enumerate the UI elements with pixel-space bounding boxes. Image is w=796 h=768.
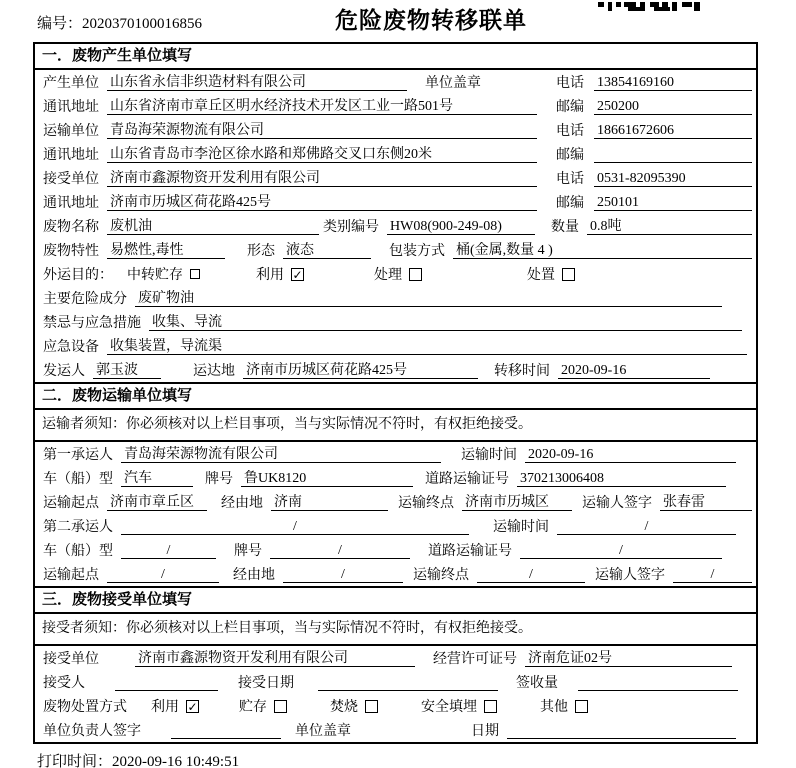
category-code-label: 类别编号 <box>323 220 379 235</box>
second-permit-value: / <box>520 542 722 559</box>
waste-name-label: 废物名称 <box>43 220 99 235</box>
disposal-option-label: 焚烧 <box>330 700 358 715</box>
second-signature-value: / <box>673 566 752 583</box>
first-terminus-value: 济南市历城区 <box>462 494 572 511</box>
hazard-components-label: 主要危险成分 <box>43 292 127 307</box>
first-vehicle-type-value: 汽车 <box>121 470 193 487</box>
qr-code-fragment <box>598 0 700 11</box>
disposal-option-incinerate <box>330 696 378 716</box>
second-carrier-value: / <box>121 518 469 535</box>
disposal-option-label: 利用 <box>151 700 179 715</box>
category-code-value: HW08(900-249-08) <box>387 218 535 235</box>
transporter-unit-row <box>35 118 756 142</box>
disposal-option-utilize <box>151 696 199 716</box>
address-label: 通讯地址 <box>43 148 99 163</box>
via-label: 经由地 <box>233 568 275 583</box>
plate-number-label: 牌号 <box>234 544 262 559</box>
second-carrier-label: 第二承运人 <box>43 520 113 535</box>
first-carrier-time-value: 2020-09-16 <box>525 446 736 463</box>
receiver-unit-label: 接受单位 <box>43 172 99 187</box>
disposal-option-landfill <box>421 696 497 716</box>
accepting-unit-row <box>35 646 756 670</box>
purpose-option-transfer-storage <box>127 264 200 284</box>
quantity-value: 0.8吨 <box>587 218 752 235</box>
first-carrier-row <box>35 442 756 466</box>
print-time-value: 2020-09-16 10:49:51 <box>112 754 240 768</box>
waste-traits-row <box>35 238 756 262</box>
shipper-row <box>35 358 756 382</box>
transporter-phone-value: 18661672606 <box>594 122 752 139</box>
disposal-option-storage <box>239 696 287 716</box>
first-plate-value: 鲁UK8120 <box>241 470 413 487</box>
hazard-components-row <box>35 286 756 310</box>
transporter-address-value: 山东省青岛市李沧区徐水路和郑佛路交叉口东侧20米 <box>107 146 537 163</box>
emergency-measures-label: 禁忌与应急措施 <box>43 316 141 331</box>
second-origin-value: / <box>107 566 219 583</box>
license-number-label: 经营许可证号 <box>433 652 517 667</box>
signed-quantity-label: 签收量 <box>516 676 558 691</box>
destination-label: 运达地 <box>193 364 235 379</box>
disposal-storage-checkbox <box>274 700 287 713</box>
purpose-option-label: 处理 <box>374 268 402 283</box>
second-carrier-row <box>35 514 756 538</box>
zip-label: 邮编 <box>556 148 584 163</box>
quantity-label: 数量 <box>551 220 579 235</box>
vehicle-type-label: 车（船）型 <box>43 544 113 559</box>
packaging-label: 包装方式 <box>389 244 445 259</box>
phone-label: 电话 <box>556 172 584 187</box>
page-title: 危险废物转移联单 <box>335 7 527 33</box>
section1-title: 一．废物产生单位填写 <box>35 44 756 70</box>
disposal-method-row <box>35 694 756 718</box>
first-permit-value: 370213006408 <box>517 470 726 487</box>
transport-time-label: 运输时间 <box>461 448 517 463</box>
producer-address-value: 山东省济南市章丘区明水经济技术开发区工业一路501号 <box>107 98 537 115</box>
first-route-row <box>35 490 756 514</box>
recipient-row <box>35 670 756 694</box>
purpose-option-label: 中转贮存 <box>127 268 183 283</box>
transporter-unit-value: 青岛海荣源物流有限公司 <box>107 122 537 139</box>
via-label: 经由地 <box>221 496 263 511</box>
disposal-other-checkbox <box>575 700 588 713</box>
purpose-option-utilize <box>256 264 304 284</box>
origin-label: 运输起点 <box>43 568 99 583</box>
accepting-unit-value: 济南市鑫源物资开发利用有限公司 <box>135 650 415 667</box>
form-value: 液态 <box>283 242 371 259</box>
receiver-address-value: 济南市历城区荷花路425号 <box>107 194 537 211</box>
producer-unit-row <box>35 70 756 94</box>
second-terminus-value: / <box>477 566 585 583</box>
first-carrier-value: 青岛海荣源物流有限公司 <box>121 446 441 463</box>
second-carrier-time-value: / <box>557 518 736 535</box>
outbound-purpose-label: 外运目的： <box>43 268 113 283</box>
second-via-value: / <box>283 566 403 583</box>
print-time-label: 打印时间： <box>37 754 113 768</box>
serial-number: 2020370100016856 <box>82 16 203 32</box>
disposal-utilize-checkbox: ✓ <box>187 699 198 714</box>
emergency-measures-value: 收集、导流 <box>149 314 742 331</box>
date-label: 日期 <box>471 724 499 739</box>
first-vehicle-row <box>35 466 756 490</box>
outbound-purpose-row <box>35 262 756 286</box>
shipper-value: 郭玉波 <box>93 362 161 379</box>
hazard-components-value: 废矿物油 <box>135 290 722 307</box>
transfer-time-value: 2020-09-16 <box>558 362 710 379</box>
purpose-option-label: 处置 <box>527 268 555 283</box>
section2-title: 二．废物运输单位填写 <box>35 382 756 410</box>
terminus-label: 运输终点 <box>398 496 454 511</box>
transport-time-label: 运输时间 <box>493 520 549 535</box>
transporter-unit-label: 运输单位 <box>43 124 99 139</box>
responsible-signature-value <box>171 722 281 739</box>
first-via-value: 济南 <box>271 494 388 511</box>
receiver-address-row <box>35 190 756 214</box>
origin-label: 运输起点 <box>43 496 99 511</box>
emergency-equipment-label: 应急设备 <box>43 340 99 355</box>
receiver-zip-value: 250101 <box>594 194 752 211</box>
second-vehicle-type-value: / <box>121 542 216 559</box>
second-plate-value: / <box>270 542 410 559</box>
address-label: 通讯地址 <box>43 100 99 115</box>
waste-name-value: 废机油 <box>107 218 319 235</box>
transporter-signature-label: 运输人签字 <box>582 496 652 511</box>
transfer-time-label: 转移时间 <box>494 364 550 379</box>
producer-phone-value: 13854169160 <box>594 74 752 91</box>
receive-date-label: 接受日期 <box>238 676 294 691</box>
disposal-option-other <box>540 696 588 716</box>
disposal-incinerate-checkbox <box>365 700 378 713</box>
serial-label: 编号： <box>37 16 83 32</box>
producer-unit-value: 山东省永信非织造材料有限公司 <box>107 74 407 91</box>
recipient-label: 接受人 <box>43 676 85 691</box>
receiver-unit-value: 济南市鑫源物资开发利用有限公司 <box>107 170 537 187</box>
vehicle-type-label: 车（船）型 <box>43 472 113 487</box>
disposal-landfill-checkbox <box>484 700 497 713</box>
section3-title: 三．废物接受单位填写 <box>35 586 756 614</box>
date-value <box>507 722 736 739</box>
signed-quantity-value <box>578 674 738 691</box>
shipper-label: 发运人 <box>43 364 85 379</box>
recipient-value <box>115 674 218 691</box>
transporter-signature-label: 运输人签字 <box>595 568 665 583</box>
responsible-signature-label: 单位负责人签字 <box>43 724 141 739</box>
receive-date-value <box>318 674 498 691</box>
first-signature-value: 张春雷 <box>660 494 752 511</box>
utilize-checkbox: ✓ <box>292 267 303 282</box>
waste-traits-label: 废物特性 <box>43 244 99 259</box>
transfer-storage-checkbox <box>190 269 200 279</box>
document-header <box>0 0 796 42</box>
address-label: 通讯地址 <box>43 196 99 211</box>
second-route-row <box>35 562 756 586</box>
unit-seal-label: 单位盖章 <box>295 724 351 739</box>
destination-value: 济南市历城区荷花路425号 <box>243 362 478 379</box>
transporter-address-row <box>35 142 756 166</box>
zip-label: 邮编 <box>556 196 584 211</box>
license-number-value: 济南危证02号 <box>525 650 732 667</box>
producer-unit-label: 产生单位 <box>43 76 99 91</box>
form-label: 形态 <box>247 244 275 259</box>
waste-traits-value: 易燃性,毒性 <box>107 242 225 259</box>
manifest-form <box>33 42 758 744</box>
phone-label: 电话 <box>556 76 584 91</box>
second-vehicle-row <box>35 538 756 562</box>
accepting-unit-label: 接受单位 <box>43 652 99 667</box>
first-origin-value: 济南市章丘区 <box>107 494 207 511</box>
disposal-method-label: 废物处置方式 <box>43 700 127 715</box>
plate-number-label: 牌号 <box>205 472 233 487</box>
receiver-unit-row <box>35 166 756 190</box>
transporter-zip-value <box>594 146 752 163</box>
purpose-option-dispose <box>527 264 575 284</box>
purpose-option-treat <box>374 264 422 284</box>
unit-seal-label: 单位盖章 <box>425 76 481 91</box>
road-permit-label: 道路运输证号 <box>428 544 512 559</box>
emergency-measures-row <box>35 310 756 334</box>
disposal-option-label: 贮存 <box>239 700 267 715</box>
disposal-option-label: 其他 <box>540 700 568 715</box>
first-carrier-label: 第一承运人 <box>43 448 113 463</box>
responsible-signature-row <box>35 718 756 742</box>
emergency-equipment-value: 收集装置，导流渠 <box>107 338 747 355</box>
waste-name-row <box>35 214 756 238</box>
terminus-label: 运输终点 <box>413 568 469 583</box>
print-time-line <box>37 750 796 768</box>
producer-zip-value: 250200 <box>594 98 752 115</box>
dispose-checkbox <box>562 268 575 281</box>
purpose-option-label: 利用 <box>256 268 284 283</box>
zip-label: 邮编 <box>556 100 584 115</box>
road-permit-label: 道路运输证号 <box>425 472 509 487</box>
transporter-notice: 运输者须知：你必须核对以上栏目事项，当与实际情况不符时，有权拒绝接受。 <box>35 410 756 442</box>
packaging-value: 桶(金属,数量 4 ) <box>453 242 752 259</box>
emergency-equipment-row <box>35 334 756 358</box>
phone-label: 电话 <box>556 124 584 139</box>
receiver-notice: 接受者须知：你必须核对以上栏目事项，当与实际情况不符时，有权拒绝接受。 <box>35 614 756 646</box>
receiver-phone-value: 0531-82095390 <box>594 170 752 187</box>
disposal-option-label: 安全填埋 <box>421 700 477 715</box>
producer-address-row <box>35 94 756 118</box>
treat-checkbox <box>409 268 422 281</box>
